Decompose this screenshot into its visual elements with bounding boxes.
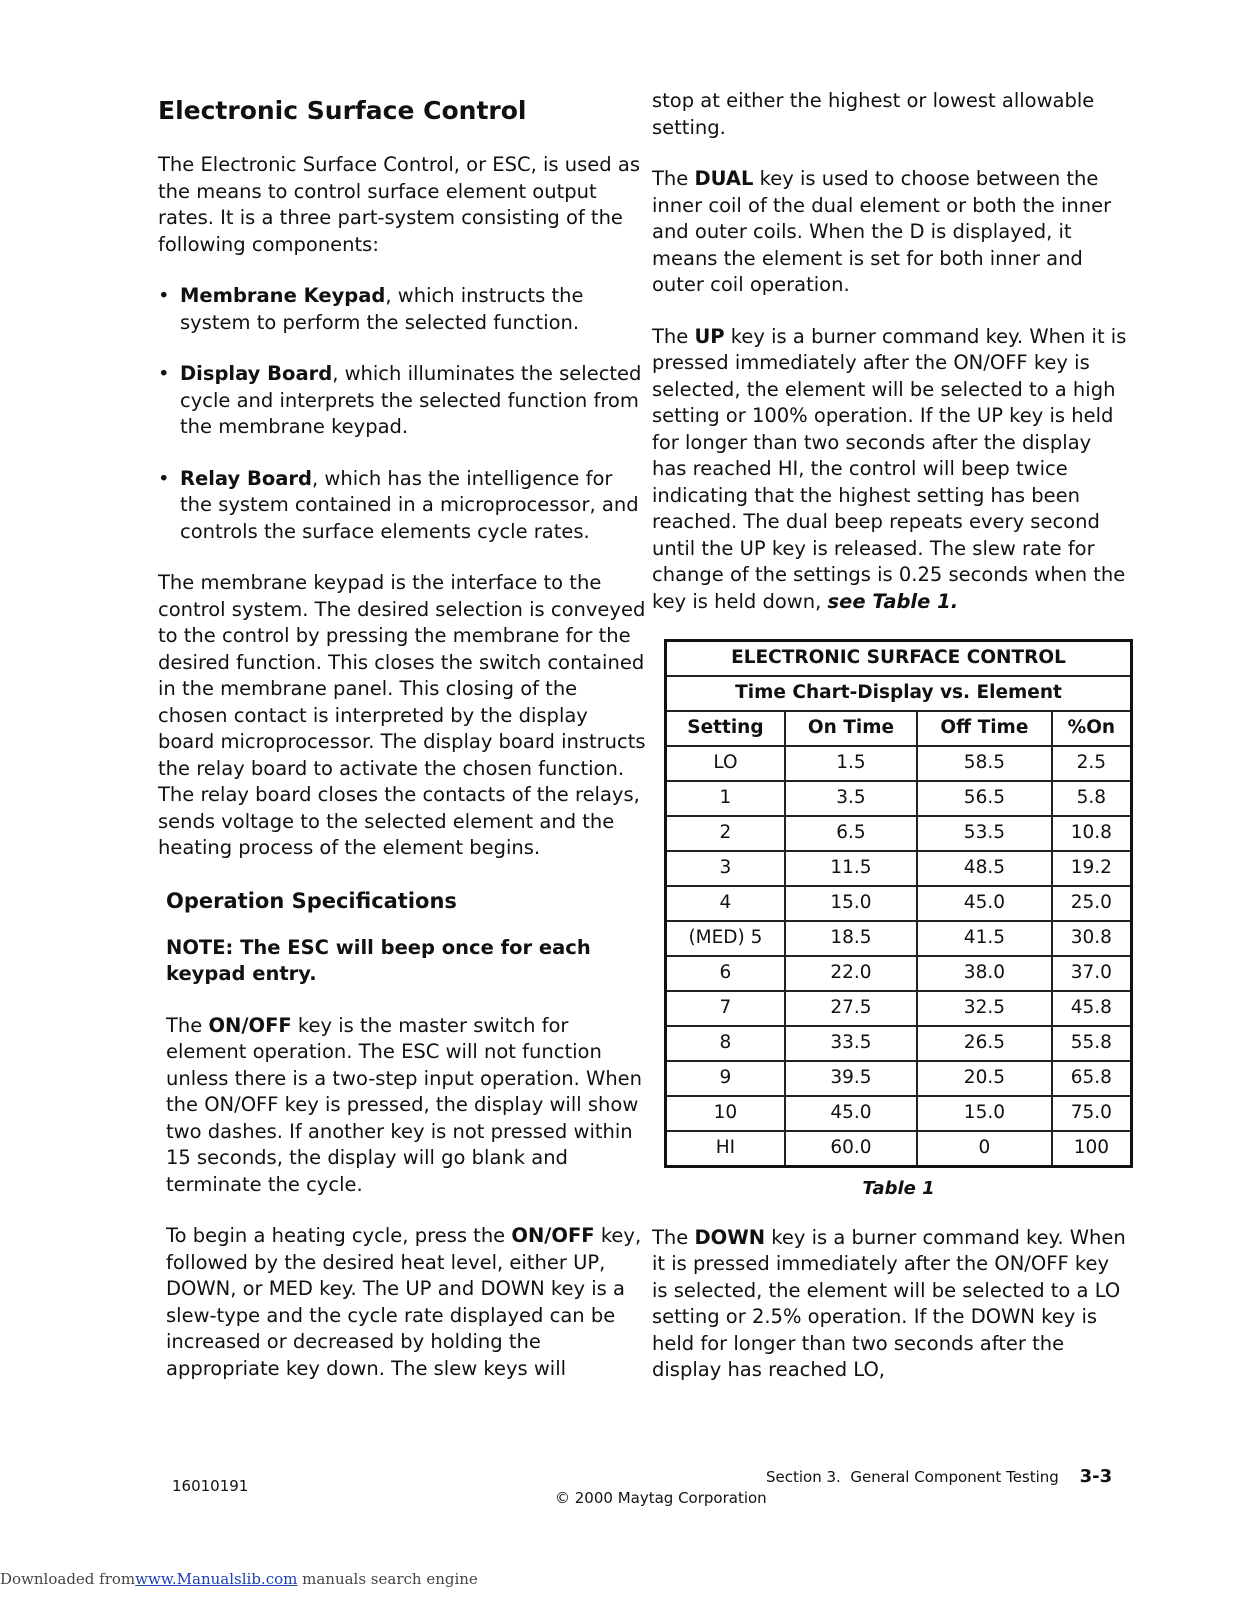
table-body <box>666 746 1132 1167</box>
table-cell: 45.0 <box>917 886 1052 921</box>
table-cell: 30.8 <box>1052 921 1132 956</box>
table-cell: 1 <box>666 781 785 816</box>
left-column <box>158 94 648 1407</box>
table-cell: 27.5 <box>785 991 917 1026</box>
table-cell: 75.0 <box>1052 1096 1132 1131</box>
table-row <box>666 781 1132 816</box>
table-cell: 6.5 <box>785 816 917 851</box>
table-row <box>666 816 1132 851</box>
table-cell: LO <box>666 746 785 781</box>
table-cell: 58.5 <box>917 746 1052 781</box>
component-description: , which has the intelligence for the system contained in a microprocessor, and controls the surface elements cycle rates. <box>180 466 639 543</box>
table-cell: 2 <box>666 816 785 851</box>
footer-section <box>766 1466 1112 1487</box>
text-span: key is the master switch for element operation. The ESC will not function unless there is a two-step input operation. When the ON/OFF key is pressed, the display will show two dashes. If another key is not pressed within 15 seconds, the display will go blank and terminate the cycle. <box>166 1013 643 1196</box>
table-cell: 18.5 <box>785 921 917 956</box>
list-item <box>158 361 648 441</box>
table-cell: 32.5 <box>917 991 1052 1026</box>
table-cell: 56.5 <box>917 781 1052 816</box>
table-row <box>666 1096 1132 1131</box>
table-cell: 10 <box>666 1096 785 1131</box>
table-cell: 4 <box>666 886 785 921</box>
list-item <box>158 283 648 336</box>
table-cell: 2.5 <box>1052 746 1132 781</box>
intro-paragraph: The Electronic Surface Control, or ESC, is used as the means to control surface element output rates. It is a three part-system consisting of the following components: <box>158 153 640 256</box>
table-cell: HI <box>666 1131 785 1167</box>
component-name: Display Board <box>180 362 333 385</box>
table-row <box>666 746 1132 781</box>
text-span: key is used to choose between the inner coil of the dual element or both the inner and outer coils. When the D is displayed, it means the element is set for both inner and outer coil operation. <box>652 167 1112 296</box>
subsection-heading: Operation Specifications <box>166 888 457 913</box>
table-cell: 100 <box>1052 1131 1132 1167</box>
text-span: The <box>652 167 695 190</box>
table-cell: 1.5 <box>785 746 917 781</box>
table-row <box>666 921 1132 956</box>
bullet-icon: • <box>158 284 170 307</box>
bullet-icon: • <box>158 362 170 385</box>
table-cell: 9 <box>666 1061 785 1096</box>
table-cell: 45.8 <box>1052 991 1132 1026</box>
table-cell: 0 <box>917 1131 1052 1167</box>
table-subtitle: Time Chart-Display vs. Element <box>666 676 1132 711</box>
key-name: ON/OFF <box>208 1013 292 1037</box>
key-name: ON/OFF <box>511 1224 595 1247</box>
table-cell: 3.5 <box>785 781 917 816</box>
table-cell: 25.0 <box>1052 886 1132 921</box>
table-row <box>666 1026 1132 1061</box>
text-span: The <box>166 1013 209 1037</box>
down-paragraph <box>652 1225 1127 1384</box>
text-span: The <box>652 1225 695 1249</box>
column-header: On Time <box>785 711 917 746</box>
table-reference: see Table 1. <box>827 589 959 613</box>
right-column <box>652 88 1127 1409</box>
table-cell: 15.0 <box>785 886 917 921</box>
table-cell: 38.0 <box>917 956 1052 991</box>
table-cell: 19.2 <box>1052 851 1132 886</box>
table-cell: 20.5 <box>917 1061 1052 1096</box>
key-name: DOWN <box>694 1225 766 1249</box>
table-cell: 22.0 <box>785 956 917 991</box>
esc-time-chart-table <box>664 639 1133 1168</box>
table-cell: (MED) 5 <box>666 921 785 956</box>
key-name: UP <box>694 324 725 348</box>
list-item <box>158 466 648 546</box>
table-cell: 15.0 <box>917 1096 1052 1131</box>
table-cell: 10.8 <box>1052 816 1132 851</box>
section-label: Section 3. General Component Testing <box>766 1468 1059 1486</box>
column-header: Setting <box>666 711 785 746</box>
continued-paragraph: stop at either the highest or lowest allowable setting. <box>652 89 1095 139</box>
text-span: To begin a heating cycle, press the <box>166 1224 512 1247</box>
component-name: Relay Board <box>180 466 312 490</box>
table-cell: 6 <box>666 956 785 991</box>
table-cell: 45.0 <box>785 1096 917 1131</box>
table-header-row <box>666 711 1132 746</box>
up-paragraph <box>652 324 1127 616</box>
text-span: key, followed by the desired heat level, either UP, DOWN, or MED key. The UP and DOWN key is a slew-type and the cycle rate displayed can be increased or decreased by holding the appropriate key down. The slew keys will <box>166 1224 642 1380</box>
table-row <box>666 991 1132 1026</box>
table-cell: 65.8 <box>1052 1061 1132 1096</box>
component-description: , which illuminates the selected cycle and interprets the selected function from the membrane keypad. <box>180 362 642 438</box>
table-row <box>666 956 1132 991</box>
component-description: , which instructs the system to perform the selected function. <box>180 284 584 334</box>
component-name: Membrane Keypad <box>180 284 386 307</box>
text-span: The <box>652 324 695 348</box>
table-cell: 3 <box>666 851 785 886</box>
table-cell: 11.5 <box>785 851 917 886</box>
table-cell: 5.8 <box>1052 781 1132 816</box>
section-heading: Electronic Surface Control <box>158 96 527 125</box>
column-header: Off Time <box>917 711 1052 746</box>
download-banner <box>0 1570 478 1588</box>
table-row <box>666 886 1132 921</box>
table-cell: 41.5 <box>917 921 1052 956</box>
table-title: ELECTRONIC SURFACE CONTROL <box>666 641 1132 677</box>
table-caption: Table 1 <box>862 1178 935 1199</box>
table-cell: 60.0 <box>785 1131 917 1167</box>
copyright: © 2000 Maytag Corporation <box>555 1489 767 1507</box>
key-name: DUAL <box>694 167 754 190</box>
text-span: key is a burner command key. When it is pressed immediately after the ON/OFF key is selected, the element will be selected to a LO setting or 2.5% operation. If the DOWN key is held for longer than two seconds after the display has reached LO, <box>652 1225 1126 1381</box>
note-text: NOTE: The ESC will beep once for each keypad entry. <box>166 935 591 985</box>
table-row <box>666 851 1132 886</box>
component-list <box>158 283 648 545</box>
table-cell: 39.5 <box>785 1061 917 1096</box>
membrane-paragraph: The membrane keypad is the interface to the control system. The desired selection is conveyed to the control by pressing the membrane for the desired function. This closes the switch contained in the membrane panel. This closing of the chosen contact is interpreted by the display board microprocessor. The display board instructs the relay board to activate the chosen function. The relay board closes the contacts of the relays, sends voltage to the selected element and the heating process of the element begins. <box>158 571 646 859</box>
column-header: %On <box>1052 711 1132 746</box>
table-row <box>666 1061 1132 1096</box>
table-row <box>666 1131 1132 1167</box>
table-cell: 53.5 <box>917 816 1052 851</box>
page-number: 3-3 <box>1079 1466 1113 1487</box>
manualslib-link[interactable]: www.Manualslib.com <box>135 1570 298 1588</box>
dual-paragraph <box>652 166 1127 299</box>
table-cell: 8 <box>666 1026 785 1061</box>
table-cell: 48.5 <box>917 851 1052 886</box>
table-cell: 55.8 <box>1052 1026 1132 1061</box>
begin-cycle-paragraph <box>166 1223 648 1382</box>
download-prefix: Downloaded from <box>0 1570 136 1588</box>
table-cell: 37.0 <box>1052 956 1132 991</box>
onoff-paragraph <box>166 1013 648 1199</box>
table-cell: 33.5 <box>785 1026 917 1061</box>
bullet-icon: • <box>158 466 170 490</box>
download-suffix: manuals search engine <box>297 1570 478 1588</box>
table-cell: 26.5 <box>917 1026 1052 1061</box>
text-span: key is a burner command key. When it is pressed immediately after the ON/OFF key is selected, the element will be selected to a high setting or 100% operation. If the UP key is held for longer than two seconds after the display has reached HI, the control will beep twice indicating that the highest setting has been reached. The dual beep repeats every second until the UP key is released. The slew rate for change of the settings is 0.25 seconds when the key is held down, <box>652 324 1127 613</box>
table-cell: 7 <box>666 991 785 1026</box>
document-number: 16010191 <box>172 1477 249 1495</box>
